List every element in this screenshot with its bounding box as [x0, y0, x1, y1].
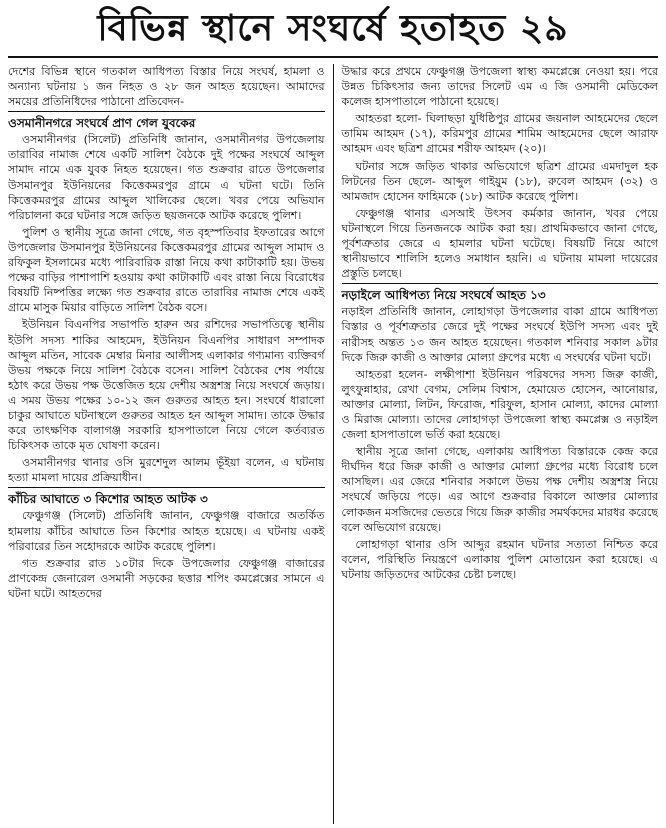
- article-paragraph: ওসমানীনগর থানার ওসি মুরশেদুল আলম ভূঁইয়া বলেন, এ ঘটনায় হত্যা মামলা দায়ের প্রক্রিয়াধীন।: [8, 456, 325, 485]
- headline: বিভিন্ন স্থানে সংঘর্ষে হতাহত ২৯: [97, 8, 569, 49]
- article-paragraph: আহতরা হলেন- লক্ষীপাশা ইউনিয়ন পরিষদের সদস্য জিরু কাজী, লুৎফুন্নাহার, রেখা বেগম, সেলিম বিশ্বাস, হেমায়েত হোসেন, আনোয়ার, আক্তার মোল্যা, লিটন, ফিরোজ, শরিফুল, হাসান মোল্যা, কাদের মোল্যা ও মিরাজ মোল্যা। তাদের লোহাগড়া উপজেলা স্বাস্থ্য কমপ্লেক্স ও নড়াইল জেলা হাসপাতালে ভর্তি করা হয়েছে।: [341, 367, 658, 442]
- article-paragraph: লোহাগড়া থানার ওসি আব্দুর রহমান ঘটনার সত্যতা নিশ্চিত করে বলেন, পরিস্থিতি নিয়ন্ত্রণে এলাকায় পুলিশ মোতায়েন করা হয়েছে। এ ঘটনায় জড়িতদের আটকের চেষ্টা চলছে।: [341, 537, 658, 581]
- section-heading-fenchuganj: কাঁচির আঘাতে ৩ কিশোর আহত আটক ৩: [8, 492, 208, 507]
- right-column: [333, 64, 659, 824]
- article-paragraph: উদ্ধার করে প্রথমে ফেঞ্চুগঞ্জ উপজেলা স্বাস্থ্য কমপ্লেক্সে নেওয়া হয়। পরে উন্নত চিকিৎসার জন্য তাদের সিলেট এম এ জি ওসমানী মেডিকেল কলেজ হাসপাতালে পাঠানো হয়েছে।: [341, 65, 658, 109]
- section-heading-narail: নড়াইলে আধিপত্য নিয়ে সংঘর্ষে আহত ১৩: [341, 288, 546, 303]
- article-paragraph: ওসমানীনগর (সিলেট) প্রতিনিধি জানান, ওসমানীনগর উপজেলায় তারাবির নামাজ শেষে একটি সালিশ বৈঠকে দুই পক্ষের সংঘর্ষে আব্দুল সামাদ নামে এক যুবক নিহত হয়েছেন। গত শুক্রবার রাতে উপজেলার উসমানপুর ইউনিয়নের কিত্তেকমরপুর গ্রামে এ ঘটনা ঘটে। তিনি কিত্তেকমরপুর গ্রামের আব্দুল খালিকের ছেলে। খবর পেয়ে অভিযান পরিচালনা করে ঘটনার সঙ্গে জড়িত ছয়জনকে আটক করেছে পুলিশ।: [8, 133, 325, 222]
- left-column: [8, 64, 333, 824]
- article-paragraph: ঘটনার সঙ্গে জড়িত থাকার অভিযোগে ছত্রিশ গ্রামের এমদাদুল হক লিটনের তিন ছেলে- আব্দুল গাইয়ুম (১৮), রুবেল আহমদ (৩২) ও আমজাদ হোসেন ফাহিমকে (১৮) আটক করেছে পুলিশ।: [341, 159, 658, 203]
- section-heading-osmaninagar: ওসমানীনগরে সংঘর্ষে প্রাণ গেল যুবকের: [8, 116, 196, 131]
- article-paragraph: নড়াইল প্রতিনিধি জানান, লোহাগড়া উপজেলার বাকা গ্রামে আধিপত্য বিস্তার ও পূর্বশত্রুতার জেরে দুই পক্ষের সংঘর্ষে ইউপি সদস্য এবং দুই নারীসহ অন্তত ১৩ জন আহত হয়েছেন। গতকাল শনিবার সকাল ৯টার দিকে জিরু কাজী ও আক্তার মোল্যা গ্রুপের মধ্যে এ সংঘর্ষের ঘটনা ঘটে।: [341, 305, 658, 364]
- article-paragraph: আহতরা হলো- ঘিলাছড়া যুধিষ্ঠিপুর গ্রামের জয়নাল আহমেদের ছেলে তামিম আহমদ (১৭), করিমপুর গ্রামের শামিম আহমেদের ছেলে আরাফ আহমদ এবং ছত্রিশ গ্রামের শরীফ আহমদ (২০)।: [341, 112, 658, 156]
- article-columns: [8, 64, 658, 824]
- section-divider: [8, 111, 325, 112]
- article-paragraph: গত শুক্রবার রাত ১০টার দিকে উপজেলার ফেঞ্চুগঞ্জ বাজারের প্রাণকেন্দ্র জেনারেল ওসমানী সড়কের ছত্তার শপিং কমপ্লেক্সের সামনে এ ঘটনা ঘটে। আহতদের: [8, 556, 325, 600]
- article-paragraph: পুলিশ ও স্থানীয় সূত্রে জানা গেছে, গত বৃহস্পতিবার ইফতারের আগে উপজেলার উসমানপুর ইউনিয়নের কিত্তেকমরপুর গ্রামের আব্দুল সামাদ ও রফিকুল ইসলামের মধ্যে পারিবারিক রাস্তা নিয়ে কথা কাটাকাটি হয়। উভয় পক্ষের বাড়ির পাশাপাশি হওয়ায় কথা কাটাকাটি এবং রাস্তা নিয়ে বিরোধের বিষয়টি নিষ্পত্তির লক্ষ্যে গত শুক্রবার রাতে তারাবির নামাজ শেষে একই গ্রামে মাসুক মিয়ার বাড়িতে সালিশ বৈঠক বসে।: [8, 225, 325, 315]
- article-paragraph: ফেঞ্চুগঞ্জ (সিলেট) প্রতিনিধি জানান, ফেঞ্চুগঞ্জ বাজারে অতর্কিত হামলায় কাঁচির আঘাতে তিন কিশোর আহত হয়েছে। এ ঘটনায় একই পরিবারের তিন সহোদরকে আটক করেছে পুলিশ।: [8, 509, 325, 553]
- article-paragraph: ফেঞ্চুগঞ্জ থানার এসআই উৎসব কর্মকার জানান, খবর পেয়ে ঘটনাস্থলে গিয়ে তিনজনকে আটক করা হয়। প্রাথমিকভাবে জানা গেছে, পূর্বশত্রুতার জেরে এ হামলার ঘটনা ঘটেছে। বিষয়টি নিয়ে আগে স্থানীয়ভাবে শালিসি হলেও সমাধান হয়নি। এ ঘটনায় মামলা দায়েরের প্রস্তুতি চলছে।: [341, 206, 658, 281]
- section-divider: [342, 283, 659, 284]
- headline-rule: [8, 56, 658, 58]
- article-paragraph: স্থানীয় সূত্রে জানা গেছে, এলাকায় আধিপত্য বিস্তারকে কেন্দ্র করে দীর্ঘদিন ধরে জিরু কাজী ও আক্তার মোল্যা গ্রুপের মধ্যে বিরোধ চলে আসছিল। এর জেরে শনিবার সকালে উভয় পক্ষ দেশীয় অস্ত্রশস্ত্র নিয়ে সংঘর্ষে জড়িয়ে পড়ে। এর আগে শুক্রবার বিকালে আক্তার মোল্যার লোকজন মসজিদের ভেতরে গিয়ে জিরু কাজীর সমর্থকদের মারধর করেছে বলে অভিযোগ রয়েছে।: [341, 445, 658, 534]
- section-divider: [8, 487, 325, 488]
- article-paragraph: ইউনিয়ন বিএনপির সভাপতি হারুন অর রশিদের সভাপতিত্বে স্থানীয় ইউপি সদস্য শাকির আহমেদ, ইউনিয়ন বিএনপির সাধারণ সম্পাদক আব্দুল মতিন, সাবেক মেম্বার মিনার আলীসহ এলাকার গণ্যমান্য ব্যক্তিবর্গ উভয় পক্ষকে নিয়ে সালিশ বৈঠকে বসেন। সালিশ বৈঠকের শেষ পর্যায়ে হঠাৎ করে উভয় পক্ষ উত্তেজিত হয়ে দেশীয় অস্ত্রশস্ত্র নিয়ে সংঘর্ষে জড়ায়। এ সময় উভয় পক্ষের ১০-১২ জন গুরুতর আহত হন। সংঘর্ষে ধারালো চাকুর আঘাতে ঘটনাস্থলে গুরুতর আহত হন আব্দুল সামাদ। তাকে উদ্ধার করে তাৎক্ষণিক বালাগঞ্জ সরকারি হাসপাতালে নিয়ে গেলে কর্তব্যরত চিকিৎসক তাকে মৃত ঘোষণা করেন।: [8, 318, 325, 453]
- intro-paragraph: দেশের বিভিন্ন স্থানে গতকাল আধিপত্য বিস্তার নিয়ে সংঘর্ষ, হামলা ও অন্যান্য ঘটনায় ১ জন নিহত ও ২৮ জন আহত হয়েছেন। আমাদের সময়ের প্রতিনিধিদের পাঠানো প্রতিবেদন-: [8, 65, 325, 109]
